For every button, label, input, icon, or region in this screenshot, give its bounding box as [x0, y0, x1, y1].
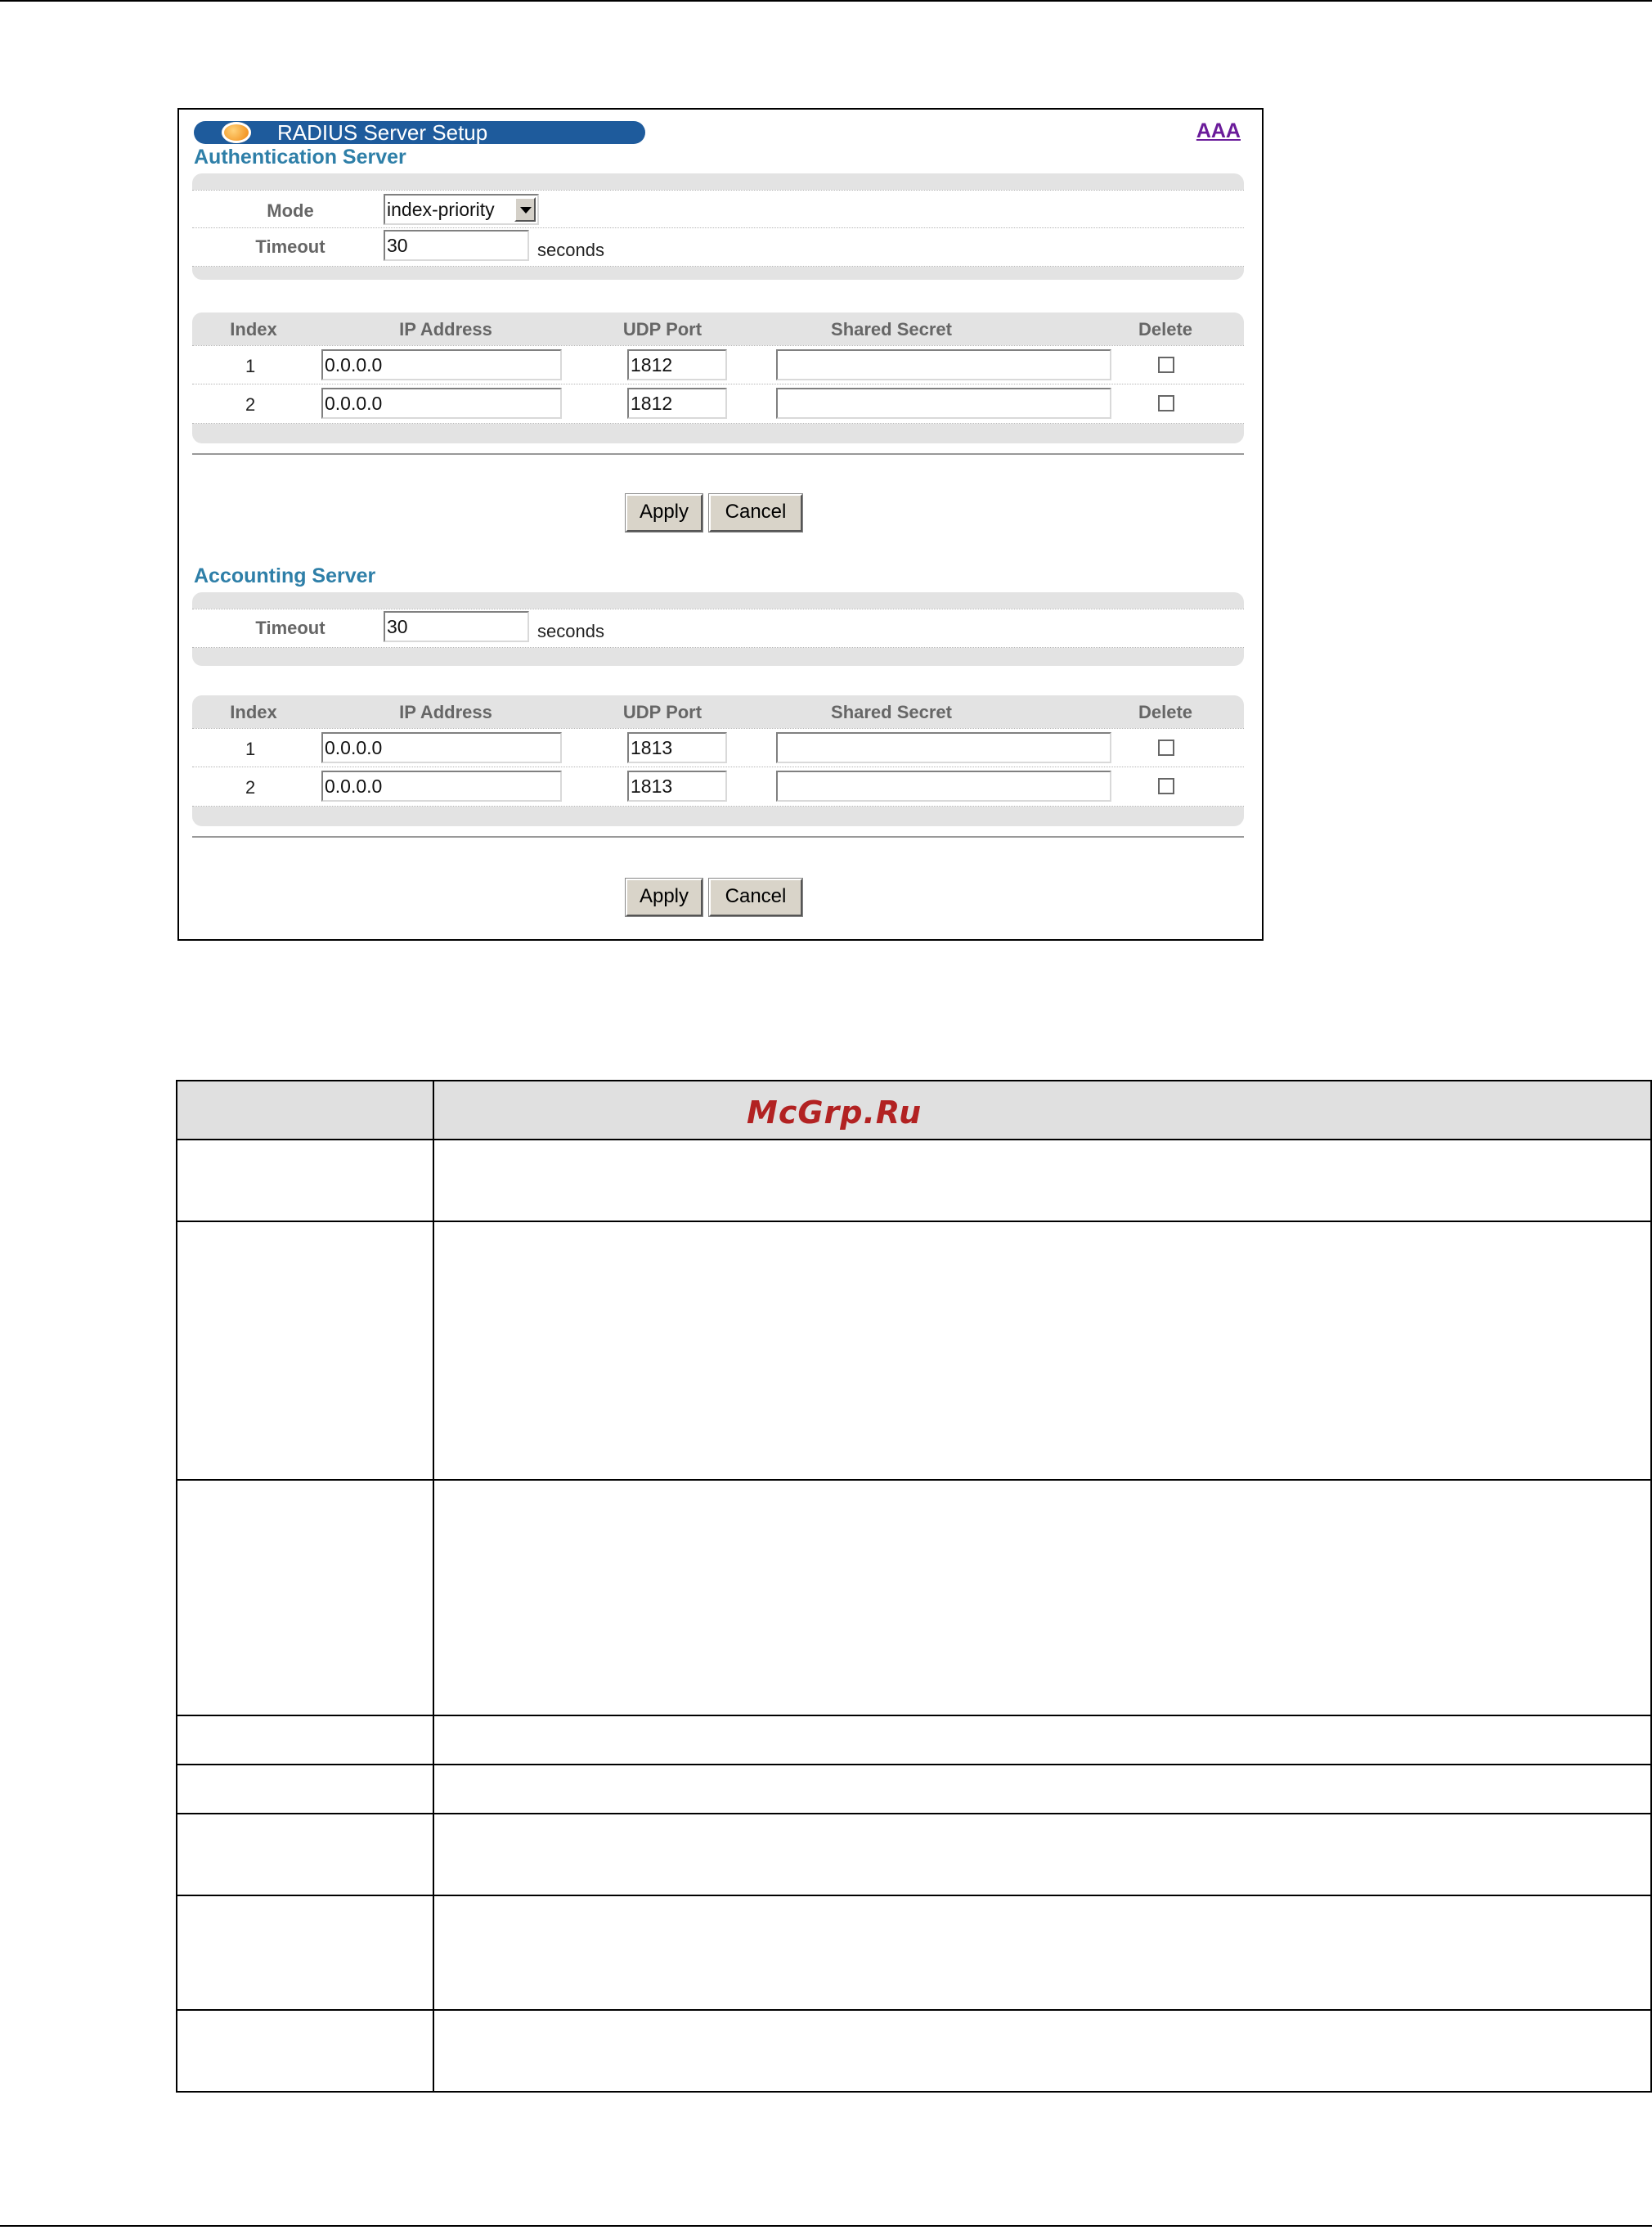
- page-title: RADIUS Server Setup: [277, 120, 488, 145]
- label-column-header: [177, 1081, 433, 1140]
- acct-settings-group: [192, 592, 1244, 666]
- row-index: 2: [245, 394, 256, 415]
- chevron-down-icon[interactable]: [514, 197, 536, 222]
- delete-checkbox[interactable]: [1158, 778, 1174, 794]
- ip-address-input[interactable]: 0.0.0.0: [321, 771, 562, 802]
- mode-select-value: index-priority: [384, 194, 539, 225]
- ip-address-header: IP Address: [399, 319, 492, 339]
- row-index: 2: [245, 777, 256, 798]
- radius-server-setup-panel: [177, 108, 1264, 941]
- auth-cancel-button[interactable]: Cancel: [709, 494, 802, 532]
- index-header: Index: [230, 702, 277, 722]
- shared-secret-input[interactable]: [776, 771, 1111, 802]
- title-banner: [194, 121, 645, 144]
- divider: [192, 453, 1244, 455]
- udp-port-header: UDP Port: [622, 319, 703, 339]
- field-description-table: [176, 1080, 1652, 2093]
- delete-header: Delete: [1138, 319, 1193, 339]
- acct-cancel-button[interactable]: Cancel: [709, 879, 802, 916]
- divider: [192, 836, 1244, 838]
- udp-port-input[interactable]: 1812: [627, 388, 727, 419]
- ip-address-header: IP Address: [399, 702, 492, 722]
- table-row: [177, 1480, 1651, 1715]
- table-row: [192, 384, 1244, 424]
- ip-address-input[interactable]: 0.0.0.0: [321, 349, 562, 380]
- timeout-label: Timeout: [255, 236, 325, 257]
- table-row: [177, 2010, 1651, 2092]
- timeout-unit: seconds: [537, 240, 604, 260]
- udp-port-input[interactable]: 1813: [627, 732, 727, 763]
- table-row: [192, 767, 1244, 807]
- row-index: 1: [245, 739, 256, 759]
- mode-select[interactable]: [384, 194, 539, 225]
- table-row: [177, 1814, 1651, 1895]
- accounting-server-title: Accounting Server: [194, 564, 376, 587]
- acct-timeout-input[interactable]: 30: [384, 611, 529, 642]
- row-index: 1: [245, 356, 256, 376]
- mode-label: Mode: [267, 200, 314, 221]
- auth-timeout-row: [192, 227, 1244, 267]
- description-column-header: [433, 1081, 1651, 1140]
- shared-secret-input[interactable]: [776, 388, 1111, 419]
- table-header-row: [177, 1081, 1651, 1140]
- ip-address-input[interactable]: 0.0.0.0: [321, 388, 562, 419]
- shared-secret-input[interactable]: [776, 349, 1111, 380]
- bottom-rule: [0, 2225, 1652, 2227]
- index-header: Index: [230, 319, 277, 339]
- shared-secret-input[interactable]: [776, 732, 1111, 763]
- auth-apply-button[interactable]: Apply: [626, 494, 703, 532]
- shared-secret-header: Shared Secret: [831, 702, 952, 722]
- udp-port-header: UDP Port: [622, 702, 703, 722]
- top-rule: [0, 0, 1652, 2]
- auth-servers-table: [192, 312, 1244, 443]
- udp-port-input[interactable]: 1813: [627, 771, 727, 802]
- acct-apply-button[interactable]: Apply: [626, 879, 703, 916]
- table-row: [177, 1765, 1651, 1814]
- table-row: [192, 345, 1244, 384]
- table-row: [177, 1715, 1651, 1765]
- authentication-server-title: Authentication Server: [194, 146, 406, 169]
- delete-header: Delete: [1138, 702, 1193, 722]
- shared-secret-header: Shared Secret: [831, 319, 952, 339]
- table-row: [177, 1140, 1651, 1221]
- auth-mode-row: [192, 190, 1244, 228]
- acct-timeout-row: [192, 609, 1244, 648]
- delete-checkbox[interactable]: [1158, 395, 1174, 411]
- delete-checkbox[interactable]: [1158, 357, 1174, 373]
- table-row: [177, 1895, 1651, 2010]
- udp-port-input[interactable]: 1812: [627, 349, 727, 380]
- table-row: [177, 1221, 1651, 1480]
- auth-timeout-input[interactable]: 30: [384, 230, 529, 261]
- table-row: [192, 728, 1244, 767]
- delete-checkbox[interactable]: [1158, 740, 1174, 756]
- ip-address-input[interactable]: 0.0.0.0: [321, 732, 562, 763]
- watermark-text: McGrp.Ru: [747, 1095, 923, 1131]
- banner-orb-icon: [222, 122, 251, 143]
- timeout-label: Timeout: [255, 618, 325, 638]
- auth-settings-group: [192, 173, 1244, 280]
- timeout-unit: seconds: [537, 621, 604, 641]
- acct-servers-table: [192, 695, 1244, 826]
- aaa-link[interactable]: AAA: [1196, 119, 1241, 142]
